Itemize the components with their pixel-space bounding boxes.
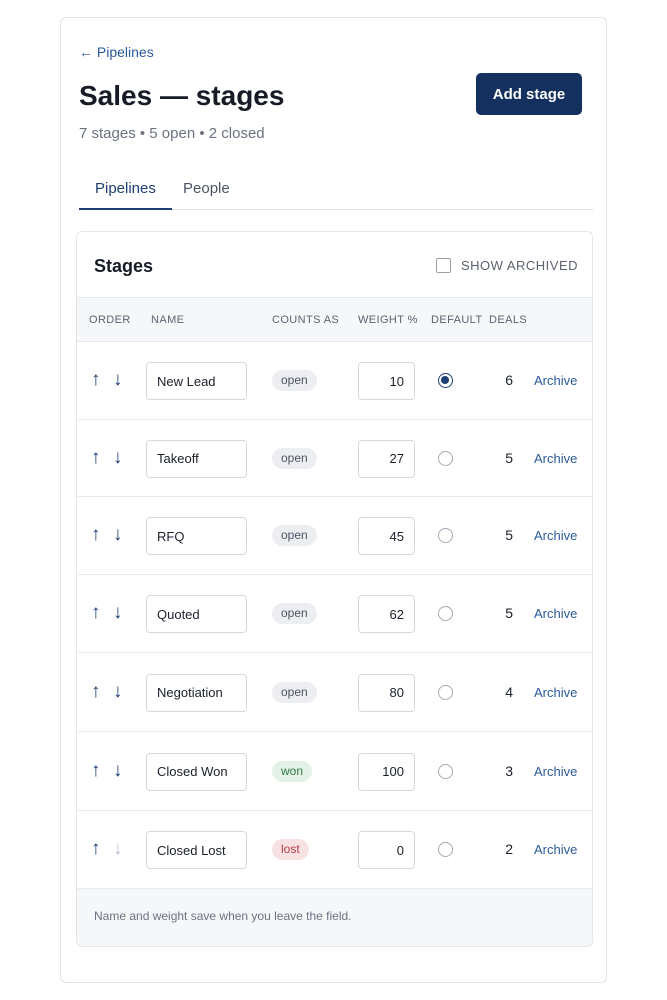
stage-name-input[interactable] xyxy=(146,440,247,478)
default-stage-radio[interactable] xyxy=(438,528,453,543)
deals-count: 2 xyxy=(505,841,513,857)
table-row xyxy=(77,811,592,889)
table-row xyxy=(77,342,592,420)
page-card xyxy=(60,17,607,983)
deals-count: 5 xyxy=(505,605,513,621)
counts-as-badge: open xyxy=(272,448,317,469)
deals-count: 5 xyxy=(505,527,513,543)
archive-stage-link[interactable]: Archive xyxy=(534,763,578,779)
counts-as-badge: open xyxy=(272,682,317,703)
footer-note: Name and weight save when you leave the field. xyxy=(94,909,352,923)
stage-name-input[interactable] xyxy=(146,831,247,869)
tab-bar xyxy=(79,178,593,210)
move-down-icon[interactable]: ↓ xyxy=(113,369,123,390)
table-row xyxy=(77,732,592,811)
counts-as-badge: open xyxy=(272,370,317,391)
table-row xyxy=(77,575,592,653)
archive-stage-link[interactable]: Archive xyxy=(534,606,578,621)
column-header-order: ORDER xyxy=(89,314,131,326)
move-up-icon[interactable]: ↑ xyxy=(91,524,101,545)
archive-stage-link[interactable]: Archive xyxy=(534,373,578,388)
column-header-name: NAME xyxy=(151,314,185,326)
weight-input[interactable] xyxy=(358,674,415,712)
weight-input[interactable] xyxy=(358,440,415,478)
back-to-pipelines-link[interactable]: ← Pipelines xyxy=(79,44,154,60)
stages-footer xyxy=(77,889,592,946)
stages-card xyxy=(76,231,593,947)
table-row xyxy=(77,497,592,575)
counts-as-badge: won xyxy=(272,761,312,782)
counts-as-badge: open xyxy=(272,525,317,546)
move-down-icon[interactable]: ↓ xyxy=(113,680,123,702)
move-down-icon: ↓ xyxy=(113,838,123,859)
default-stage-radio[interactable] xyxy=(438,842,453,857)
stage-name-input[interactable] xyxy=(146,517,247,555)
deals-count: 5 xyxy=(505,449,513,466)
weight-input[interactable] xyxy=(358,831,415,869)
stages-title: Stages xyxy=(94,256,154,276)
deals-count: 3 xyxy=(505,762,513,779)
column-header-default: DEFAULT xyxy=(431,314,483,326)
weight-input[interactable] xyxy=(358,517,415,555)
move-down-icon[interactable]: ↓ xyxy=(113,446,123,468)
default-stage-radio[interactable] xyxy=(438,606,453,621)
move-down-icon[interactable]: ↓ xyxy=(113,602,123,623)
deals-count: 4 xyxy=(505,683,513,700)
default-stage-radio[interactable] xyxy=(438,685,453,700)
tab-pipelines[interactable]: Pipelines xyxy=(79,178,172,210)
show-archived-toggle[interactable] xyxy=(436,258,578,273)
archive-stage-link[interactable]: Archive xyxy=(534,528,578,543)
move-up-icon[interactable]: ↑ xyxy=(91,446,101,468)
add-stage-button[interactable]: Add stage xyxy=(476,73,582,115)
counts-as-badge: lost xyxy=(272,839,309,860)
move-up-icon[interactable]: ↑ xyxy=(91,369,101,390)
column-header-counts-as: COUNTS AS xyxy=(272,314,340,326)
archive-stage-link[interactable]: Archive xyxy=(534,842,578,857)
tab-people[interactable]: People xyxy=(183,180,230,197)
stage-name-input[interactable] xyxy=(146,362,247,400)
default-stage-radio[interactable] xyxy=(438,451,453,466)
stages-card-header xyxy=(77,232,592,298)
default-stage-radio[interactable] xyxy=(438,373,453,388)
weight-input[interactable] xyxy=(358,362,415,400)
archive-stage-link[interactable]: Archive xyxy=(534,450,578,466)
archive-stage-link[interactable]: Archive xyxy=(534,684,578,700)
column-header-deals: DEALS xyxy=(489,314,528,326)
move-down-icon[interactable]: ↓ xyxy=(113,759,123,781)
stage-name-input[interactable] xyxy=(146,674,247,712)
weight-input[interactable] xyxy=(358,595,415,633)
move-down-icon[interactable]: ↓ xyxy=(113,524,123,545)
move-up-icon[interactable]: ↑ xyxy=(91,838,101,859)
weight-input[interactable] xyxy=(358,753,415,791)
table-row xyxy=(77,653,592,732)
page-subtitle: 7 stages • 5 open • 2 closed xyxy=(79,125,265,142)
move-up-icon[interactable]: ↑ xyxy=(91,680,101,702)
counts-as-badge: open xyxy=(272,603,317,624)
move-up-icon[interactable]: ↑ xyxy=(91,759,101,781)
default-stage-radio[interactable] xyxy=(438,764,453,779)
stage-name-input[interactable] xyxy=(146,753,247,791)
show-archived-checkbox[interactable] xyxy=(436,258,451,273)
table-row xyxy=(77,420,592,497)
move-up-icon[interactable]: ↑ xyxy=(91,602,101,623)
column-header-weight: WEIGHT % xyxy=(358,314,418,326)
table-header xyxy=(77,298,592,342)
show-archived-label: SHOW ARCHIVED xyxy=(461,258,579,273)
stage-name-input[interactable] xyxy=(146,595,247,633)
deals-count: 6 xyxy=(505,372,513,388)
page-title: Sales — stages xyxy=(79,80,285,111)
